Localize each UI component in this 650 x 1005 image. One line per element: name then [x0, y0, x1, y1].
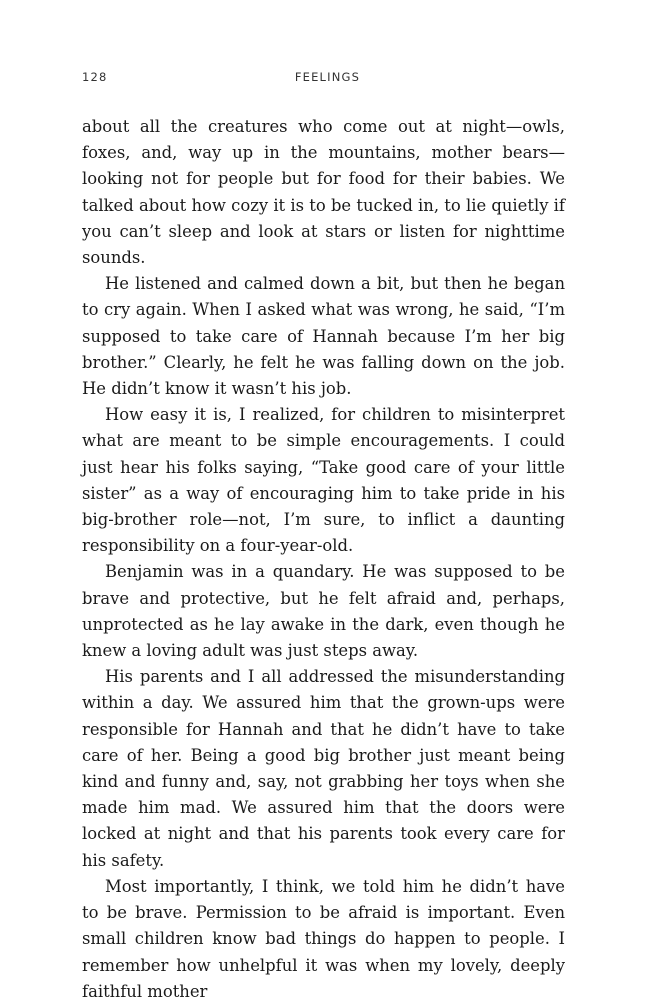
paragraph: He listened and calmed down a bit, but then he began to cry again. When I asked what was wrong, he said, “I’m supposed to take care of Hannah because I’m her big brother.” Clearly, he felt he was falling down on the job. He didn’t know it wasn’t his job. [82, 274, 565, 399]
body-text [82, 114, 565, 1005]
paragraph: His parents and I all addressed the misunderstanding within a day. We assured him that the grown-ups were responsible for Hannah and that he didn’t have to take care of her. Being a good big brother just meant being kind and funny and, say, not grabbing her toys when she made him mad. We assured him that the doors were locked at night and that his parents took every care for his safety. [82, 667, 565, 870]
running-title: FEELINGS [294, 70, 361, 84]
paragraph: How easy it is, I realized, for children to misinterpret what are meant to be simple encouragements. I could just hear his folks saying, “Take good care of your little sister” as a way of encouraging him to take pride in his big-brother role—not, I’m sure, to inflict a daunting responsibility on a four-year-old. [82, 405, 565, 556]
page-number: 128 [82, 70, 108, 84]
running-head [82, 70, 565, 86]
paragraph: Most importantly, I think, we told him he didn’t have to be brave. Permission to be afraid is important. Even small children know bad things do happen to people. I remember how unhelpful it was when my lovely, deeply faithful mother [82, 876, 565, 1001]
paragraph: Benjamin was in a quandary. He was supposed to be brave and protective, but he felt afraid and, perhaps, unprotected as he lay awake in the dark, even though he knew a loving adult was just steps away. [82, 562, 565, 661]
paragraph-continued: about all the creatures who come out at night—owls, foxes, and, way up in the mountains, mother bears—looking not for people but for food for their babies. We talked about how cozy it is to be tucked in, to lie quietly if you can’t sleep and look at stars or listen for nighttime sounds. [82, 117, 565, 268]
